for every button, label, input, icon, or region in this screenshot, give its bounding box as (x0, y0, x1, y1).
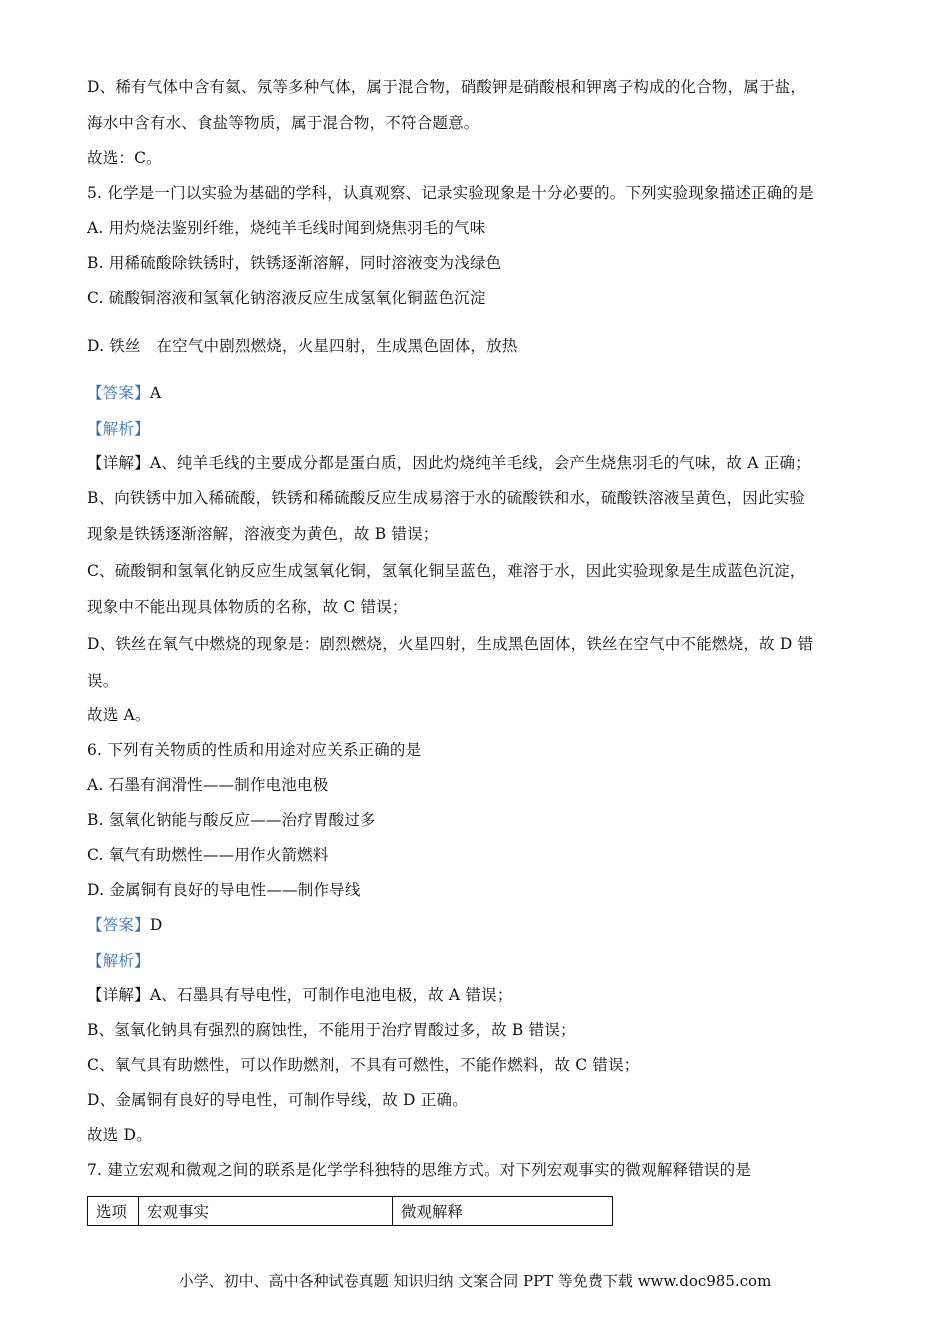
analysis-tag: 【解析】 (87, 420, 150, 438)
analysis-tag: 【解析】 (87, 952, 150, 970)
table-header-cell: 宏观事实 (139, 1197, 393, 1226)
question-5-option-d: D. 铁丝 在空气中剧烈燃烧，火星四射，生成黑色固体，放热 (87, 337, 518, 355)
table-header-row (88, 1197, 613, 1226)
text-line: C、硫酸铜和氢氧化钠反应生成氢氧化铜，氢氧化铜呈蓝色，难溶于水，因此实验现象是生成蓝色沉淀， (87, 562, 806, 580)
text-line: 故选 A。 (87, 706, 151, 724)
question-5-option-c: C. 硫酸铜溶液和氢氧化钠溶液反应生成氢氧化铜蓝色沉淀 (87, 289, 486, 307)
text-line: D、稀有气体中含有氦、氖等多种气体，属于混合物，硝酸钾是硝酸根和钾离子构成的化合物，属于盐， (87, 78, 807, 96)
text-line: B、向铁锈中加入稀硫酸，铁锈和稀硫酸反应生成易溶于水的硫酸铁和水，硫酸铁溶液呈黄色，因此实验 (87, 489, 806, 507)
question-6-option-d: D. 金属铜有良好的导电性——制作导线 (87, 881, 361, 899)
text-line: B、氢氧化钠具有强烈的腐蚀性，不能用于治疗胃酸过多，故 B 错误； (87, 1021, 576, 1039)
text-line: 海水中含有水、食盐等物质，属于混合物，不符合题意。 (87, 114, 480, 132)
question-6-detail-a (87, 985, 513, 1005)
text-line: 现象中不能出现具体物质的名称，故 C 错误； (87, 598, 408, 616)
question-5-option-a: A. 用灼烧法鉴别纤维，烧纯羊毛线时闻到烧焦羽毛的气味 (87, 219, 486, 237)
text-line: D、铁丝在氧气中燃烧的现象是：剧烈燃烧，火星四射，生成黑色固体，铁丝在空气中不能燃烧，故 D 错 (87, 635, 814, 653)
text-line: 故选：C。 (87, 149, 162, 167)
answer-value: A (149, 384, 162, 402)
question-5-detail-a (87, 453, 811, 473)
detail-text: A、石墨具有导电性，可制作电池电极，故 A 错误； (149, 986, 513, 1004)
question-5-analysis (87, 419, 150, 439)
question-7-table (87, 1196, 613, 1226)
question-6-option-a: A. 石墨有润滑性——制作电池电极 (87, 776, 329, 794)
text-line: 现象是铁锈逐渐溶解，溶液变为黄色，故 B 错误； (87, 525, 439, 543)
question-6-analysis (87, 951, 150, 971)
question-6-stem: 6. 下列有关物质的性质和用途对应关系正确的是 (87, 741, 422, 759)
detail-tag: 【详解】 (87, 454, 150, 472)
question-6-option-c: C. 氧气有助燃性——用作火箭燃料 (87, 846, 329, 864)
page-footer: 小学、初中、高中各种试卷真题 知识归纳 文案合同 PPT 等免费下载 www.doc985.com (178, 1272, 772, 1290)
question-5-answer (87, 383, 161, 403)
text-line: D、金属铜有良好的导电性，可制作导线，故 D 正确。 (87, 1091, 468, 1109)
answer-value: D (149, 916, 163, 934)
table-header-cell: 微观解释 (393, 1197, 613, 1226)
detail-tag: 【详解】 (87, 986, 150, 1004)
question-6-answer (87, 915, 162, 935)
table-header-cell: 选项 (88, 1197, 139, 1226)
text-line: 故选 D。 (87, 1126, 152, 1144)
answer-tag: 【答案】 (87, 384, 150, 402)
text-line: 误。 (87, 672, 119, 690)
question-5-stem: 5. 化学是一门以实验为基础的学科，认真观察、记录实验现象是十分必要的。下列实验现象描述正确的是 (87, 184, 814, 202)
detail-text: A、纯羊毛线的主要成分都是蛋白质，因此灼烧纯羊毛线，会产生烧焦羽毛的气味，故 A 正确； (149, 454, 811, 472)
answer-tag: 【答案】 (87, 916, 150, 934)
question-7-stem: 7. 建立宏观和微观之间的联系是化学学科独特的思维方式。对下列宏观事实的微观解释错误的是 (87, 1161, 752, 1179)
question-5-option-b: B. 用稀硫酸除铁锈时，铁锈逐渐溶解，同时溶液变为浅绿色 (87, 254, 502, 272)
question-6-option-b: B. 氢氧化钠能与酸反应——治疗胃酸过多 (87, 811, 376, 829)
text-line: C、氧气具有助燃性，可以作助燃剂，不具有可燃性，不能作燃料，故 C 错误； (87, 1056, 640, 1074)
